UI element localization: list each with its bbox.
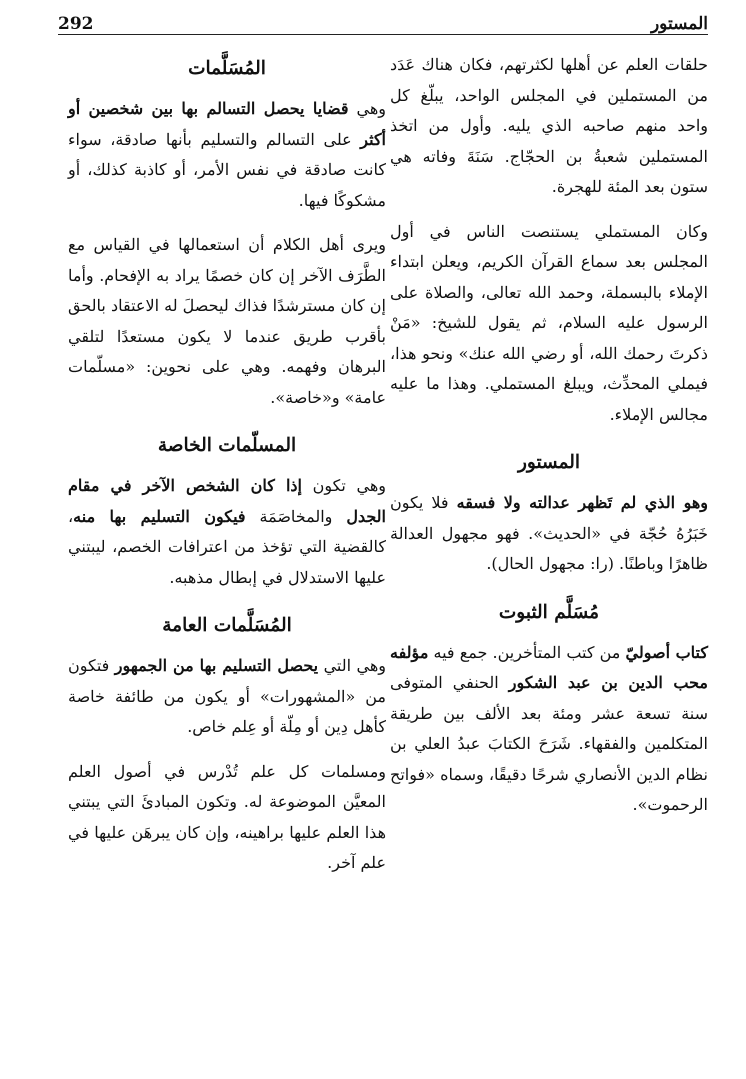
text: على التسالم والتسليم بأنها صادقة، سواء كانت صادقة في نفس الأمر، أو كاذبة كذلك، أو مشكوكًا فيها. xyxy=(68,129,386,210)
paragraph: ويرى أهل الكلام أن استعمالها في القياس مع الطَّرَف الآخر إن كان خصمًا يراد به الإفحام. وأما إن كان مسترشدًا فذاك ليحصلَ له الاعتقاد بالحق بأقرب طريق عندما لا يكون مستعدًا لتلقي البرهان وفهمه. وهي على نحوين: «مسلّمات عامة» و«خاصة». xyxy=(68,235,386,407)
paragraph: وكان المستملي يستنصت الناس في أول المجلس بعد سماع القرآن الكريم، ويعلن ابتداء الإملاء بالبسملة، وحمد الله تعالى، والصلاة على الرسول عليه السلام، ثم يقول للشيخ: «مَنْ ذكرتَ رحمك الله، أو رضي الله عنك» ونحو هذا، فيملي المحدِّث، ويبلغ المستملي. وهذا ما عليه مجالس الإملاء. xyxy=(390,221,708,424)
text: والمخاصَمَة xyxy=(245,506,347,526)
text: ، كالقضية التي تؤخذ من اعترافات الخصم، ليبتني عليها الاستدلال في إبطال مذهبه. xyxy=(68,506,386,587)
bold-text: مؤلفه محب الدين بن عبد الشكور xyxy=(390,642,708,692)
entry-heading: المستور xyxy=(517,452,581,473)
paragraph xyxy=(68,651,386,743)
text: وهي xyxy=(348,99,386,118)
paragraph xyxy=(68,471,386,593)
paragraph xyxy=(390,638,708,821)
entry-heading: المُسَلَّمات xyxy=(188,58,266,79)
text: فلا يكون خَبَرُهُ حُجّة في «الحديث». فهو مجهول العدالة ظاهرًا وباطنًا. (را: مجهول الحال). xyxy=(390,493,708,573)
entry-heading: المُسَلَّمات العامة xyxy=(162,615,292,636)
bold-text: قضايا يحصل التسالم بها بين شخصين أو أكثر xyxy=(68,99,386,149)
right-column xyxy=(390,50,708,835)
entry-heading: المسلّمات الخاصة xyxy=(157,435,297,456)
bold-text: يحصل التسليم بها من الجمهور xyxy=(114,656,319,675)
bold-text: إذا كان الشخص الآخر في مقام الجدل xyxy=(68,476,386,526)
text: وهي تكون xyxy=(301,476,386,495)
paragraph: حلقات العلم عن أهلها لكثرتهم، فكان هناك عَدَد من المستملين في المجلس الواحد، يبلّغ كل واحد منهم صاحبه الذي يليه. وأول من اتخذ المستملين شعبةُ بن الحجّاج. سَنَةَ وفاته هي ستون بعد المئة للهجرة. xyxy=(390,55,708,196)
left-column xyxy=(68,50,386,893)
entry-heading: مُسَلَّم الثبوت xyxy=(498,601,600,623)
text: وهي التي xyxy=(318,656,386,675)
bold-text: كتاب أصوليّ xyxy=(625,642,709,662)
section-musallam-thubut xyxy=(390,598,708,821)
text: الحنفي المتوفى سنة تسعة عشر ومئة بعد الألف بين طريقة المتكلمين والفقهاء. شَرَحَ الكتابَ عبدُ العلي بن نظام الدين الأنصاري شرحًا دقيقًا، وسماه «فواتح الرحموت». xyxy=(390,673,708,814)
paragraph: ومسلمات كل علم تُدْرس في أصول العلم المعيَّن الموضوعة له. وتكون المبادئَ التي يبتني هذا العلم عليها براهينه، وإن كان يبرهَن عليها في علم آخر. xyxy=(68,761,386,872)
section-musallamat xyxy=(68,54,386,413)
bold-text: وهو الذي لم تَظهر عدالته ولا فسقه xyxy=(456,493,708,512)
text: فتكون من «المشهورات» أو يكون من طائفة خاصة كأهل دِين أو مِلّة أو عِلم خاص. xyxy=(68,656,386,736)
text: من كتب المتأخرين. جمع فيه xyxy=(428,642,626,662)
bold-text: فيكون التسليم بها منه xyxy=(73,506,246,526)
page-number: 292 xyxy=(58,14,94,34)
section-mustamli-continued xyxy=(390,50,708,430)
paragraph xyxy=(390,488,708,580)
section-musallamat-amma xyxy=(68,611,386,879)
running-title: المستور xyxy=(650,14,708,34)
section-musallamat-khassa xyxy=(68,431,386,593)
paragraph xyxy=(68,94,386,216)
section-mastur xyxy=(390,448,708,580)
page-header xyxy=(58,8,708,35)
